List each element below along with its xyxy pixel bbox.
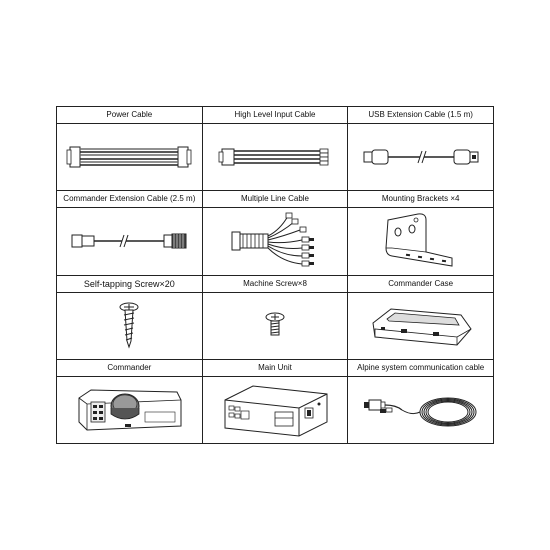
item-commander-case xyxy=(348,276,494,360)
item-main-unit xyxy=(203,360,349,444)
main-unit-icon xyxy=(215,380,335,440)
item-multiple-line-cable xyxy=(203,191,349,275)
item-label: Commander Extension Cable (2.5 m) xyxy=(57,191,202,208)
communication-cable-icon xyxy=(356,382,486,437)
item-label: Alpine system communication cable xyxy=(348,360,493,377)
package-contents-table xyxy=(56,106,494,444)
item-usb-extension-cable xyxy=(348,107,494,191)
high-level-input-cable-icon xyxy=(210,137,340,177)
item-label: Mounting Brackets ×4 xyxy=(348,191,493,208)
mounting-bracket-icon xyxy=(366,210,476,272)
item-label: Power Cable xyxy=(57,107,202,124)
item-label: Machine Screw×8 xyxy=(203,276,348,293)
item-label: USB Extension Cable (1.5 m) xyxy=(348,107,493,124)
commander-case-icon xyxy=(361,301,481,351)
power-cable-icon xyxy=(64,137,194,177)
item-alpine-communication-cable xyxy=(348,360,494,444)
item-self-tapping-screw xyxy=(57,276,203,360)
multiple-line-cable-icon xyxy=(210,210,340,272)
item-power-cable xyxy=(57,107,203,191)
item-label: High Level Input Cable xyxy=(203,107,348,124)
item-commander-extension-cable xyxy=(57,191,203,275)
commander-extension-cable-icon xyxy=(64,221,194,261)
item-high-level-input-cable xyxy=(203,107,349,191)
item-label: Commander xyxy=(57,360,202,377)
item-label: Commander Case xyxy=(348,276,493,293)
item-label: Self-tapping Screw×20 xyxy=(57,276,202,293)
usb-extension-cable-icon xyxy=(356,137,486,177)
item-machine-screw xyxy=(203,276,349,360)
item-label: Multiple Line Cable xyxy=(203,191,348,208)
item-commander xyxy=(57,360,203,444)
machine-screw-icon xyxy=(260,311,290,341)
commander-icon xyxy=(69,382,189,437)
item-label: Main Unit xyxy=(203,360,348,377)
self-tapping-screw-icon xyxy=(109,301,149,351)
item-mounting-brackets xyxy=(348,191,494,275)
